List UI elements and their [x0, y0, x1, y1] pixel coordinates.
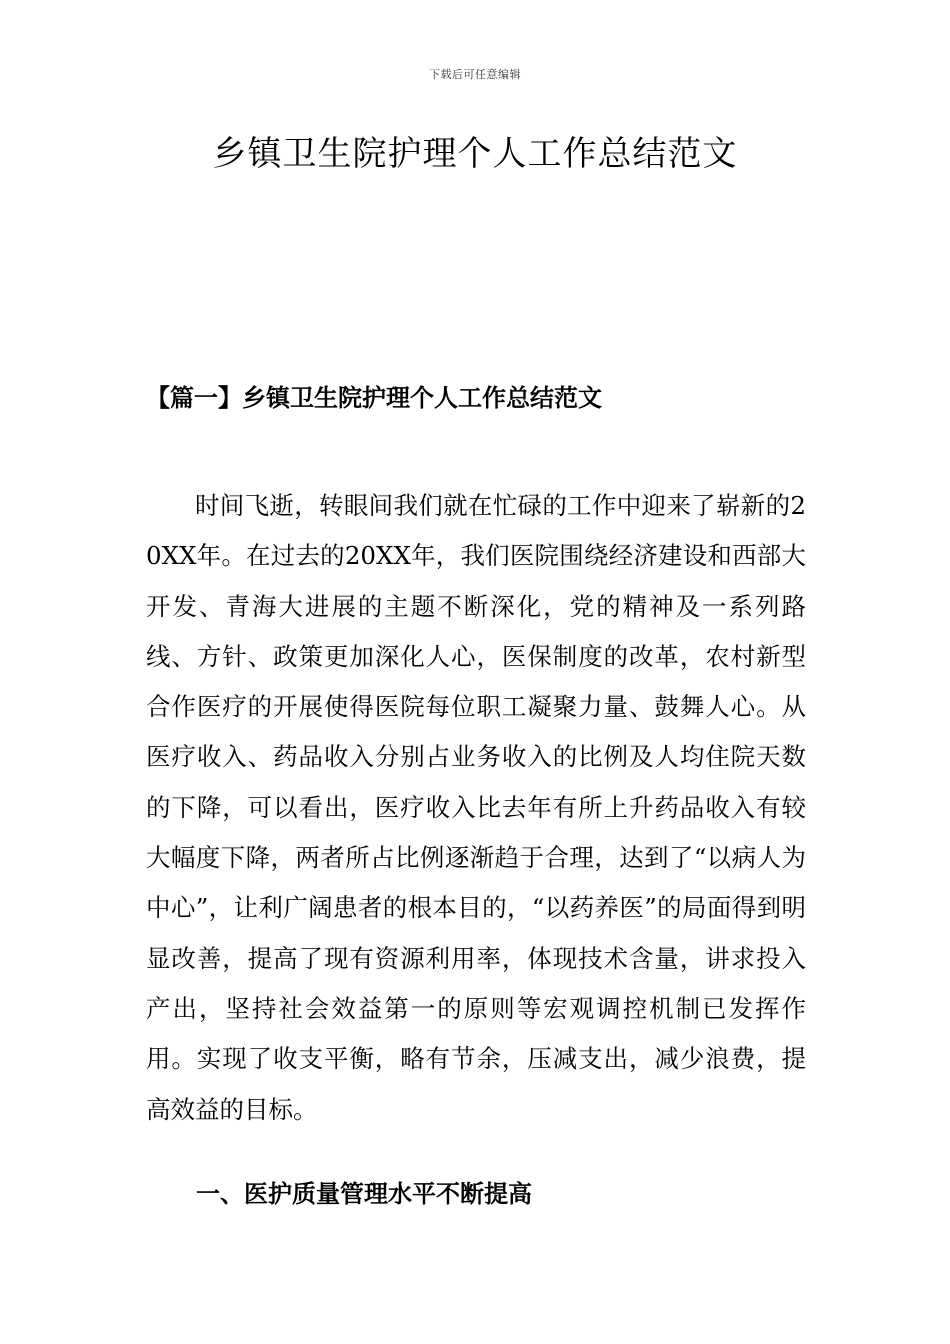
body-paragraph: 时间飞逝，转眼间我们就在忙碌的工作中迎来了崭新的20XX年。在过去的20XX年，我们医院围绕经济建设和西部大开发、青海大进展的主题不断深化，党的精神及一系列路线、方针、政策更加深化人心，医保制度的改革，农村新型合作医疗的开展使得医院每位职工凝聚力量、鼓舞人心。从医疗收入、药品收入分别占业务收入的比例及人均住院天数的下降，可以看出，医疗收入比去年有所上升药品收入有较大幅度下降，两者所占比例逐渐趋于合理，达到了“以病人为中心”，让利广阔患者的根本目的，“以药养医”的局面得到明显改善，提高了现有资源利用率，体现技术含量，讲求投入产出，坚持社会效益第一的原则等宏观调控机制已发挥作用。实现了收支平衡，略有节余，压减支出，减少浪费，提高效益的目标。 — [146, 491, 806, 1124]
header-note: 下载后可任意编辑 — [429, 68, 521, 81]
section-heading: 【篇一】乡镇卫生院护理个人工作总结范文 — [146, 383, 602, 412]
subsection-heading: 一、医护质量管理水平不断提高 — [196, 1179, 532, 1208]
document-title: 乡镇卫生院护理个人工作总结范文 — [212, 134, 738, 174]
